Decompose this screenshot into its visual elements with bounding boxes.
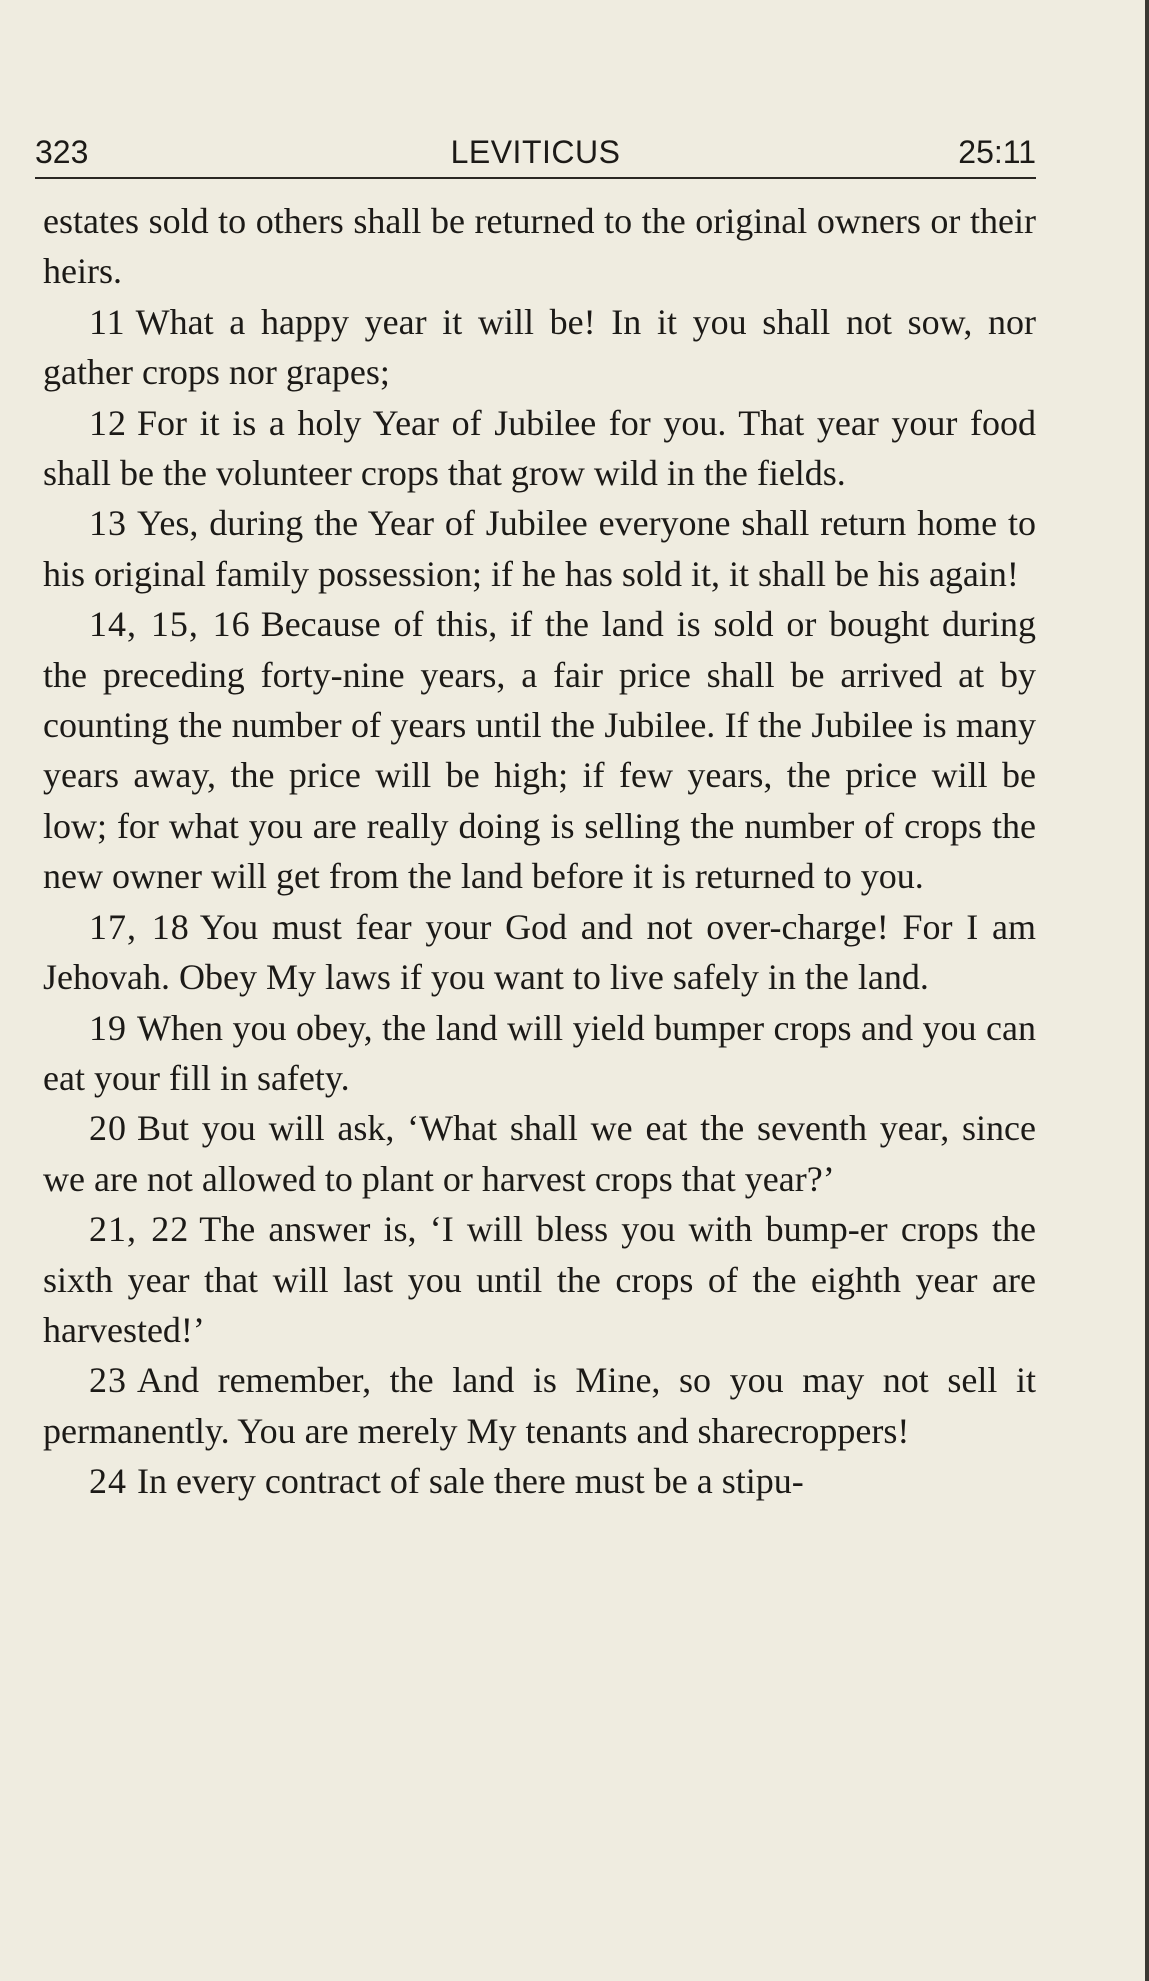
body-text (43, 196, 1036, 1507)
page-number: 323 (35, 134, 89, 170)
paragraph (43, 297, 1036, 398)
paragraph (43, 498, 1036, 599)
verse-number: 23 (89, 1360, 127, 1401)
running-header (35, 134, 1036, 174)
paragraph (43, 902, 1036, 1003)
verse-text: Because of this, if the land is sold or bought during the preceding forty-nine years, a fair price shall be arrived at by counting the number of years until the Jubilee. If the Jubilee is many years away, the price will be high; if few years, the price will be low; for what you are really doing is selling the number of crops the new owner will get from the land before it is returned to you. (43, 604, 1036, 897)
verse-text: Yes, during the Year of Jubilee everyone shall return home to his original family possession; if he has sold it, it shall be his again! (43, 503, 1036, 594)
verse-number: 17, 18 (89, 906, 190, 947)
paragraph (43, 1355, 1036, 1456)
verse-text: In every contract of sale there must be a stipu- (137, 1461, 804, 1502)
verse-number: 19 (89, 1007, 127, 1048)
verse-text: And remember, the land is Mine, so you may not sell it permanently. You are merely My tenants and sharecroppers! (43, 1360, 1036, 1451)
paragraph (43, 1204, 1036, 1355)
verse-text: But you will ask, ‘What shall we eat the seventh year, since we are not allowed to plant or harvest crops that year?’ (43, 1108, 1036, 1199)
chapter-verse-reference: 25:11 (958, 134, 1036, 170)
paragraph (43, 599, 1036, 901)
paragraph (43, 196, 1036, 297)
verse-text: estates sold to others shall be returned to the original owners or their heirs. (43, 201, 1036, 292)
paragraph (43, 1103, 1036, 1204)
verse-text: What a happy year it will be! In it you shall not sow, nor gather crops nor grapes; (43, 301, 1036, 393)
book-title: LEVITICUS (450, 134, 621, 170)
verse-text: When you obey, the land will yield bumper crops and you can eat your fill in safety. (43, 1007, 1036, 1098)
verse-number: 14, 15, 16 (89, 604, 251, 645)
verse-number: 13 (89, 503, 127, 544)
paragraph (43, 398, 1036, 499)
verse-text: You must fear your God and not over-charge! For I am Jehovah. Obey My laws if you want to live safely in the land. (43, 906, 1036, 998)
verse-number: 21, 22 (89, 1209, 190, 1250)
verse-number: 11 (89, 301, 126, 342)
verse-number: 20 (89, 1108, 127, 1149)
header-rule (35, 177, 1036, 179)
verse-number: 24 (89, 1461, 127, 1502)
page-edge (1145, 0, 1149, 1981)
paragraph (43, 1003, 1036, 1104)
verse-text: The answer is, ‘I will bless you with bump-er crops the sixth year that will last you until the crops of the eighth year are harvested!’ (43, 1209, 1036, 1350)
verse-text: For it is a holy Year of Jubilee for you. That year your food shall be the volunteer crops that grow wild in the fields. (43, 402, 1036, 494)
verse-number: 12 (89, 402, 127, 443)
paragraph (43, 1456, 1036, 1506)
